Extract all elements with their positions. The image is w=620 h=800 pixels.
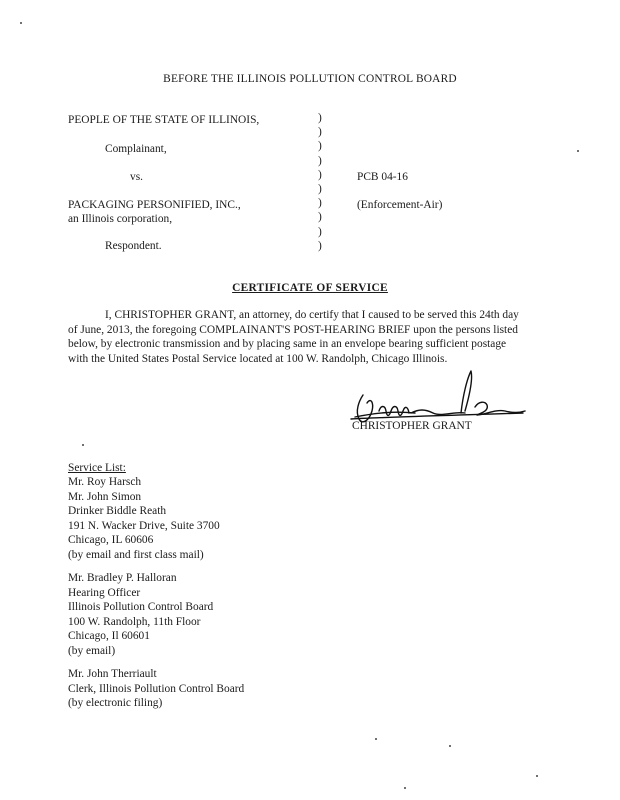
- recipient-line: Chicago, Il 60601: [68, 630, 150, 642]
- service-recipient-block: [68, 667, 244, 711]
- recipient-line: Drinker Biddle Reath: [68, 505, 167, 517]
- paren: ): [318, 126, 322, 139]
- plaintiff-role: Complainant,: [105, 143, 167, 155]
- signatory-name: CHRISTOPHER GRANT: [352, 420, 472, 432]
- board-heading: BEFORE THE ILLINOIS POLLUTION CONTROL BOARD: [163, 73, 457, 85]
- scan-speck: [20, 22, 22, 24]
- versus-label: vs.: [130, 171, 143, 183]
- recipient-line: Mr. John Therriault: [68, 668, 157, 680]
- certificate-title: CERTIFICATE OF SERVICE: [232, 282, 388, 294]
- paren: ): [318, 197, 322, 210]
- case-type: (Enforcement-Air): [357, 199, 443, 211]
- paren: ): [318, 168, 322, 181]
- recipient-line: Clerk, Illinois Pollution Control Board: [68, 682, 245, 695]
- scan-speck: [82, 444, 84, 446]
- service-recipient-block: [68, 475, 220, 562]
- paren: ): [318, 182, 322, 195]
- service-list-title: Service List:: [68, 462, 126, 474]
- recipient-line: 100 W. Randolph, 11th Floor: [68, 615, 201, 628]
- caption-parentheses: [318, 111, 328, 253]
- recipient-line: 191 N. Wacker Drive, Suite 3700: [68, 519, 220, 532]
- recipient-line: Chicago, IL 60606: [68, 534, 154, 546]
- recipient-line: Hearing Officer: [68, 586, 141, 599]
- defendant-description: an Illinois corporation,: [68, 213, 173, 225]
- recipient-line: Mr. John Simon: [68, 490, 142, 503]
- case-number: PCB 04-16: [357, 171, 408, 183]
- paren: ): [318, 154, 322, 167]
- scan-speck: [449, 745, 451, 747]
- recipient-line: Illinois Pollution Control Board: [68, 601, 214, 613]
- recipient-line: (by electronic filing): [68, 697, 163, 709]
- scan-speck: [536, 775, 538, 777]
- plaintiff-name: PEOPLE OF THE STATE OF ILLINOIS,: [68, 114, 260, 126]
- service-recipient-block: [68, 571, 213, 658]
- paren: ): [318, 211, 322, 224]
- defendant-name: PACKAGING PERSONIFIED, INC.,: [68, 199, 241, 211]
- certificate-body: I, CHRISTOPHER GRANT, an attorney, do certify that I caused to be served this 24th day of June, 2013, the foregoing COMPLAINANT'S POST-HEARING BRIEF upon the persons listed below, by electronic transmission and by placing same in an envelope bearing sufficient postage with the United States Postal Service located at 100 W. Randolph, Chicago Illinois.: [68, 309, 519, 365]
- recipient-line: Mr. Roy Harsch: [68, 476, 142, 488]
- defendant-role: Respondent.: [105, 240, 162, 252]
- scan-speck: [577, 150, 579, 152]
- recipient-line: (by email): [68, 644, 116, 657]
- paren: ): [318, 239, 322, 252]
- scan-speck: [404, 787, 406, 789]
- recipient-line: (by email and first class mail): [68, 548, 204, 561]
- paren: ): [318, 225, 322, 238]
- paren: ): [318, 140, 322, 153]
- recipient-line: Mr. Bradley P. Halloran: [68, 572, 177, 584]
- paren: ): [318, 112, 322, 124]
- scan-speck: [375, 738, 377, 740]
